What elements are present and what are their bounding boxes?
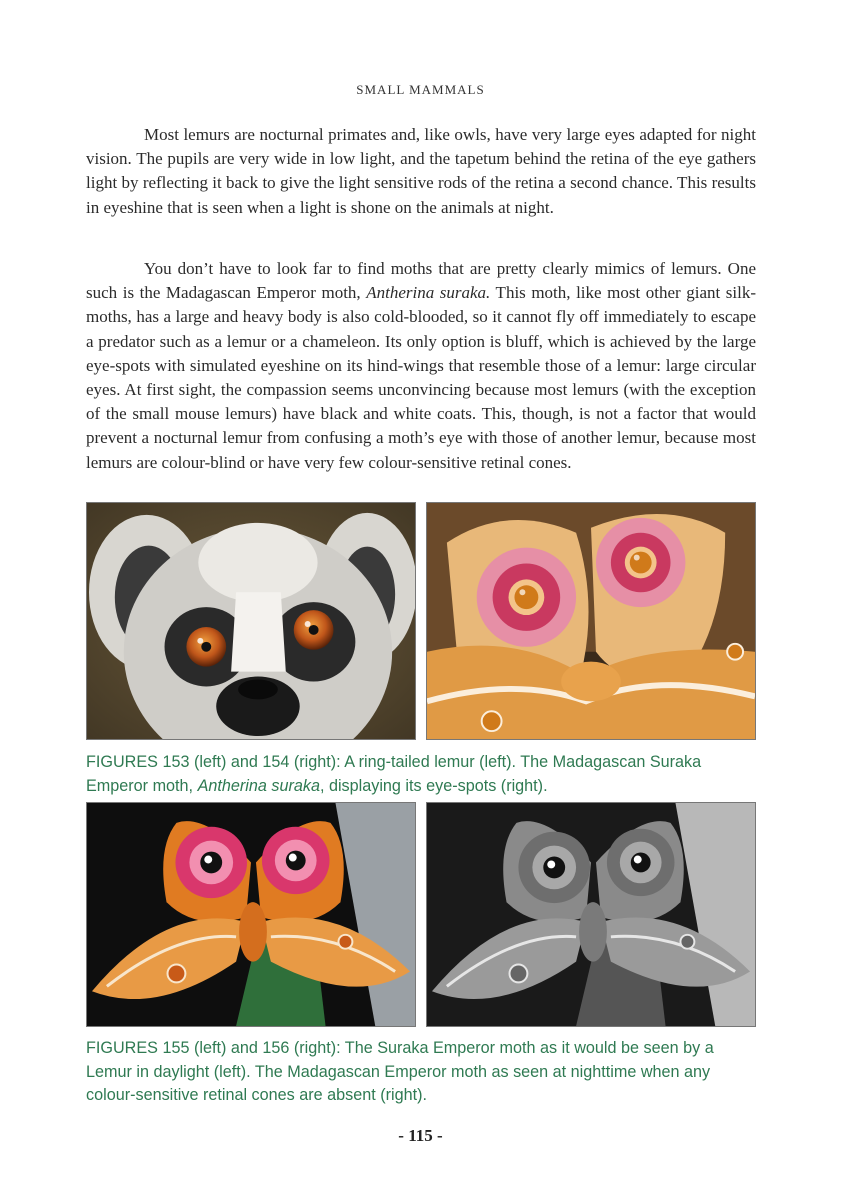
running-head: SMALL MAMMALS — [356, 82, 485, 97]
caption-1-before: FIGURES 153 (left) and 154 (right): A ring-tailed lemur (left). The Madagascan Suraka Emperor moth, — [86, 753, 702, 795]
figure-154-moth-photo — [426, 502, 756, 740]
paragraph-1 — [86, 123, 756, 220]
caption-figures-153-154 — [86, 751, 758, 798]
caption-species-name: Antherina suraka — [197, 776, 320, 795]
species-name: Antherina suraka. — [366, 283, 491, 303]
page-number: - 115 - — [398, 1126, 443, 1145]
figure-155-moth-color-photo — [86, 802, 416, 1027]
caption-1-after: , displaying its eye-spots (right). — [319, 776, 548, 795]
paragraph-2-after: This moth, like most other giant silk-moths, has a large and heavy body is also cold-blooded, so it cannot fly off immediately to escape a predator such as a lemur or a chameleon. Its only option is bluff, which is achieved by the large eye-spots with simulated eyeshine on its hind-wings that resemble those of a lemur: large circular eyes. At first sight, the compassion seems unconvincing because most lemurs (with the exception of the small mouse lemurs) have black and white coats. This, though, is not a factor that would prevent a nocturnal lemur from confusing a moth’s eye with those of another lemur, because most lemurs are colour-blind or have very few colour-sensitive retinal cones. — [86, 283, 756, 472]
paragraph-2 — [86, 257, 756, 475]
paragraph-2-before: You don’t have to look far to find moths that are pretty clearly mimics of lemurs. One such is the Madagascan Emperor moth, — [86, 259, 756, 303]
paragraph-1-text: Most lemurs are nocturnal primates and, like owls, have very large eyes adapted for night vision. The pupils are very wide in low light, and the tapetum behind the retina of the eye gathers light by reflecting it back to give the light sensitive rods of the retina a second chance. This results in eyeshine that is seen when a light is shone on the animals at night. — [86, 125, 756, 217]
figure-156-moth-greyscale-photo — [426, 802, 756, 1027]
caption-figures-155-156: FIGURES 155 (left) and 156 (right): The Suraka Emperor moth as it would be seen by a Lemur in daylight (left). The Madagascan Emperor moth as seen at nighttime when any colour-sensitive retinal cones are absent (right). — [86, 1039, 714, 1104]
figure-153-lemur-photo — [86, 502, 416, 740]
